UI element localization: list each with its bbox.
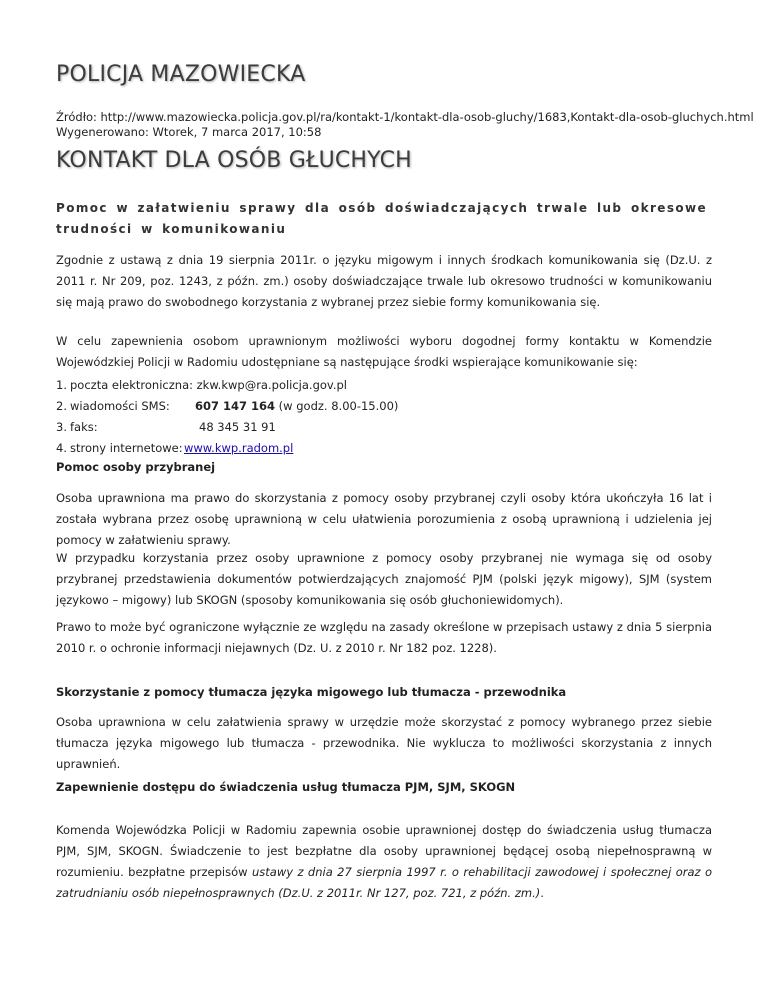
list-number: 3. (56, 420, 67, 434)
generated-date: Wygenerowano: Wtorek, 7 marca 2017, 10:58 (56, 125, 322, 139)
section-heading-assistant: Pomoc osoby przybranej (56, 460, 216, 474)
page-title: KONTAKT DLA OSÓB GŁUCHYCH (56, 148, 412, 173)
list-item-email (56, 375, 398, 396)
paragraph-access-text: Komenda Wojewódzka Policji w Radomiu zapewnia osobie uprawnionej dostęp do świadczenia usług tłumacza PJM, SJM, SKOGN. Świadczenie to jest bezpłatne dla osoby uprawnionej będącej osobą niepełnosprawną w rozumieniu. bezpłatne przepisów (56, 823, 712, 879)
paragraph-access-end: . (540, 886, 544, 900)
paragraph-restriction: Prawo to może być ograniczone wyłącznie ze względu na zasady określone w przepisach ustawy z dnia 5 sierpnia 2010 r. o ochronie informacji niejawnych (Dz. U. z 2010 r. Nr 182 poz. 1228). (56, 620, 712, 655)
section-heading-access: Zapewnienie dostępu do świadczenia usług tłumacza PJM, SJM, SKOGN (56, 780, 516, 794)
lead-heading: Pomoc w załatwieniu sprawy dla osób doświadczających trwale lub okresowe trudności w komunikowaniu (56, 201, 708, 236)
section-heading-interpreter: Skorzystanie z pomocy tłumacza języka migowego lub tłumacza - przewodnika (56, 685, 567, 699)
contact-list (56, 375, 398, 459)
source-url: Źródło: http://www.mazowiecka.policja.gov.pl/ra/kontakt-1/kontakt-dla-osob-gluchy/1683,Kontakt-dla-osob-gluchych.html (56, 110, 754, 124)
list-number: 2. (56, 399, 67, 413)
site-title: POLICJA MAZOWIECKA (56, 62, 306, 87)
list-label: poczta elektroniczna: (70, 378, 197, 392)
paragraph-interpreter: Osoba uprawniona w celu załatwienia sprawy w urzędzie może skorzystać z pomocy wybranego przez siebie tłumacza języka migowego lub tłumacza - przewodnika. Nie wyklucza to możliwości skorzystania z innych uprawnień. (56, 715, 712, 771)
list-item-fax (56, 417, 398, 438)
list-label: faks: (70, 420, 98, 434)
list-label: strony internetowe: (70, 441, 183, 455)
paragraph-access (56, 820, 712, 904)
paragraph-assistant: Osoba uprawniona ma prawo do skorzystania z pomocy osoby przybranej czyli osoby która ukończyła 16 lat i została wybrana przez osobę uprawnioną w celu ułatwienia porozumienia z osobą uprawnioną i udzielenia jej pomocy w załatwieniu sprawy. (56, 491, 712, 547)
list-number: 1. (56, 378, 67, 392)
law-citation: ustawy z dnia 27 sierpnia 1997 r. o rehabilitacji zawodowej i społecznej oraz o zatrudnianiu osób niepełnosprawnych (Dz.U. z 2011r. Nr 127, poz. 721, z późn. zm.) (56, 865, 712, 900)
paragraph-documents: W przypadku korzystania przez osoby uprawnione z pomocy osoby przybranej nie wymaga się od osoby przybranej przedstawienia dokumentów potwierdzających znajomość PJM (polski język migowy), SJM (system językowo – migowy) lub SKOGN (sposoby komunikowania się osób głuchoniewidomych). (56, 551, 712, 607)
fax-number: 48 345 31 91 (199, 420, 276, 434)
list-item-website (56, 438, 398, 459)
document-meta (56, 110, 754, 140)
paragraph-means: W celu zapewnienia osobom uprawnionym możliwości wyboru dogodnej formy kontaktu w Komendzie Wojewódzkiej Policji w Radomiu udostępniane są następujące środki wspierające komunikowanie się: (56, 334, 712, 369)
sms-hours: (w godz. 8.00-15.00) (275, 399, 399, 413)
list-label: wiadomości SMS: (70, 399, 170, 413)
website-link[interactable]: www.kwp.radom.pl (184, 441, 294, 455)
list-item-sms (56, 396, 398, 417)
email-value: zkw.kwp@ra.policja.gov.pl (196, 378, 347, 392)
sms-number: 607 147 164 (195, 399, 276, 413)
paragraph-law: Zgodnie z ustawą z dnia 19 sierpnia 2011r. o języku migowym i innych środkach komunikowania się (Dz.U. z 2011 r. Nr 209, poz. 1243, z późn. zm.) osoby doświadczające trwale lub okresowo trudności w komunikowaniu się mają prawo do swobodnego korzystania z wybranej przez siebie formy komunikowania się. (56, 253, 712, 309)
list-number: 4. (56, 441, 67, 455)
